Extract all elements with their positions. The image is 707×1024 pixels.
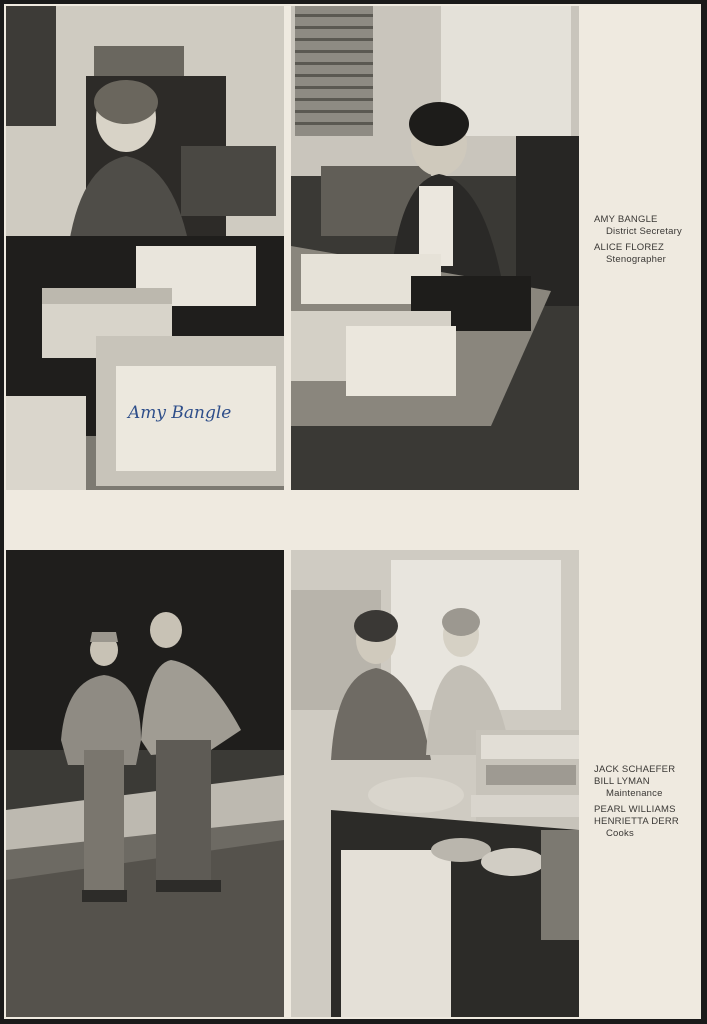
staff-role: Maintenance [606,788,663,799]
staff-role: Stenographer [606,254,666,265]
caption-entry [594,214,682,238]
caption-entry [594,242,682,266]
yearbook-page [4,4,701,1019]
photo-district-secretary [6,6,284,490]
staff-name: PEARL WILLIAMS [594,804,676,815]
photo-cooks [291,550,579,1017]
photo-maintenance [6,550,284,1017]
staff-name: BILL LYMAN [594,776,650,787]
staff-role: Cooks [606,828,634,839]
caption-group [594,764,679,800]
photo-stenographer [291,6,579,490]
staff-name: ALICE FLOREZ [594,242,664,253]
staff-name: AMY BANGLE [594,214,658,225]
staff-name: JACK SCHAEFER [594,764,676,775]
caption-office-staff [594,214,682,266]
staff-name: HENRIETTA DERR [594,816,679,827]
caption-support-staff [594,764,679,840]
caption-group [594,804,679,840]
signature-text: Amy Bangle [128,403,232,423]
staff-role: District Secretary [606,226,682,237]
